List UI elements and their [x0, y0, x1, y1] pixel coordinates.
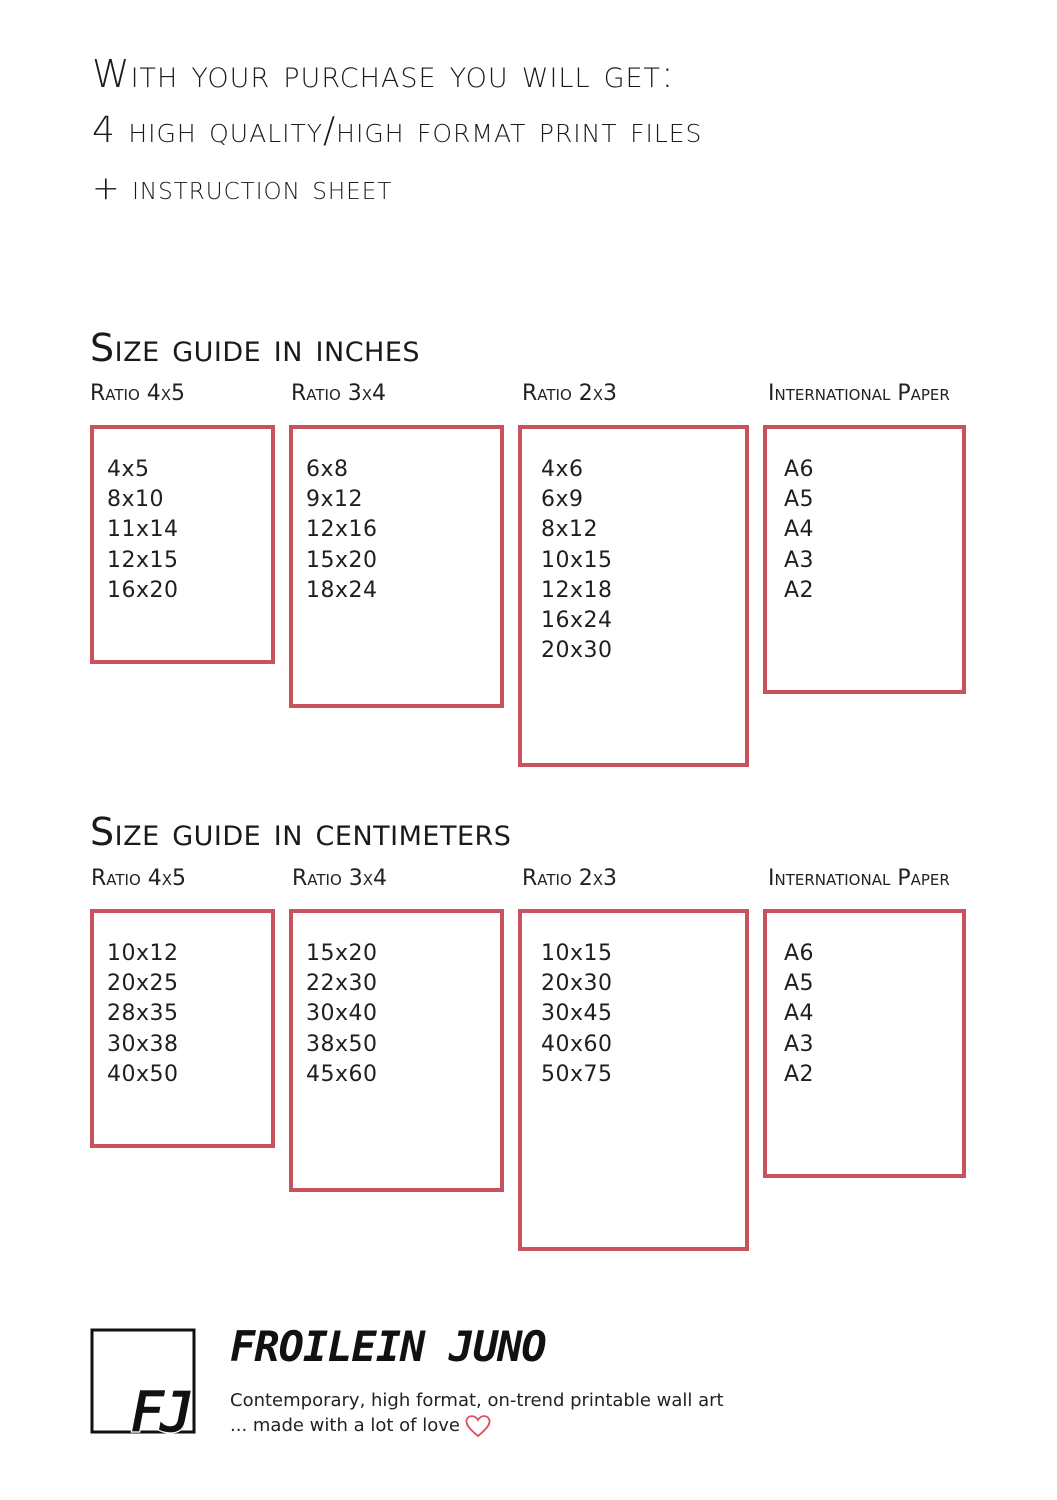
size-item: 38x50	[306, 1031, 378, 1057]
intro-line-2: 4 high quality/high format print files	[92, 110, 703, 151]
size-item: 8x12	[541, 517, 599, 543]
inches-size-list-ratio-4x5	[107, 455, 179, 606]
size-item: 40x50	[107, 1061, 179, 1087]
size-item: 22x30	[306, 971, 378, 997]
size-item: 4x6	[541, 457, 584, 482]
tagline-line-1: Contemporary, high format, on-trend printable wall art	[230, 1390, 724, 1411]
size-item: 15x20	[306, 941, 378, 966]
logo-mark-icon	[90, 1328, 198, 1436]
cm-size-list-ratio-2x3	[541, 939, 613, 1090]
size-item: 12x18	[541, 577, 613, 603]
centimeters-section-title: Size guide in centimeters	[90, 810, 512, 854]
size-item: A6	[784, 457, 815, 482]
size-item: 20x30	[541, 638, 613, 664]
size-item: 8x10	[107, 487, 165, 513]
cm-col-label-ratio-3x4: Ratio 3x4	[292, 866, 388, 891]
inches-box-ratio-3x4	[289, 425, 504, 708]
size-item: 50x75	[541, 1061, 613, 1087]
size-item: A2	[784, 577, 815, 603]
cm-box-ratio-3x4	[289, 909, 504, 1192]
size-item: 9x12	[306, 487, 364, 513]
size-item: A3	[784, 547, 815, 573]
cm-box-ratio-2x3	[518, 909, 749, 1251]
heart-icon	[464, 1414, 492, 1438]
cm-col-label-ratio-2x3: Ratio 2x3	[522, 866, 618, 891]
inches-box-ratio-4x5	[90, 425, 275, 664]
size-item: A5	[784, 487, 815, 513]
cm-size-list-ratio-3x4	[306, 939, 378, 1090]
cm-size-list-ratio-4x5	[107, 939, 179, 1090]
size-item: 40x60	[541, 1031, 613, 1057]
tagline-line-2	[230, 1414, 492, 1438]
inches-col-label-ratio-3x4: Ratio 3x4	[291, 381, 387, 406]
size-item: 10x15	[541, 547, 613, 573]
inches-box-international-paper	[763, 425, 966, 694]
size-item: 20x30	[541, 971, 613, 997]
size-item: 12x15	[107, 547, 179, 573]
size-item: 6x9	[541, 487, 584, 513]
size-item: 30x45	[541, 1001, 613, 1027]
cm-box-ratio-4x5	[90, 909, 275, 1148]
intro-line-1: With your purchase you will get:	[92, 52, 675, 96]
size-item: 30x40	[306, 1001, 378, 1027]
size-item: 45x60	[306, 1061, 378, 1087]
size-item: 20x25	[107, 971, 179, 997]
size-item: 30x38	[107, 1031, 179, 1057]
size-item: 11x14	[107, 517, 179, 543]
inches-section-title: Size guide in inches	[90, 326, 421, 370]
inches-size-list-ratio-3x4	[306, 455, 378, 606]
size-item: A4	[784, 1001, 815, 1027]
inches-col-label-ratio-4x5: Ratio 4x5	[90, 381, 186, 406]
size-item: 10x12	[107, 941, 179, 966]
inches-size-list-ratio-2x3	[541, 455, 613, 666]
size-item: 4x5	[107, 457, 150, 482]
size-item: A4	[784, 517, 815, 543]
inches-col-label-international-paper: International Paper	[768, 381, 950, 406]
cm-col-label-international-paper: International Paper	[768, 866, 950, 891]
inches-size-list-international-paper	[784, 455, 814, 606]
inches-box-ratio-2x3	[518, 425, 749, 767]
size-item: A5	[784, 971, 815, 997]
size-item: 6x8	[306, 457, 349, 482]
cm-col-label-ratio-4x5: Ratio 4x5	[91, 866, 187, 891]
size-item: 15x20	[306, 547, 378, 573]
size-item: 16x24	[541, 608, 613, 634]
size-item: 12x16	[306, 517, 378, 543]
size-item: 16x20	[107, 577, 179, 603]
logo-mark-text: FJ	[130, 1378, 188, 1436]
size-item: 28x35	[107, 1001, 179, 1027]
intro-line-3: + instruction sheet	[92, 168, 393, 207]
brand-name: FROILEIN JUNO	[230, 1322, 546, 1371]
size-item: 18x24	[306, 577, 378, 603]
inches-col-label-ratio-2x3: Ratio 2x3	[522, 381, 618, 406]
size-item: A6	[784, 941, 815, 966]
cm-size-list-international-paper	[784, 939, 814, 1090]
size-item: A3	[784, 1031, 815, 1057]
tagline-line-2-text: ... made with a lot of love	[230, 1415, 460, 1436]
cm-box-international-paper	[763, 909, 966, 1178]
size-item: 10x15	[541, 941, 613, 966]
size-item: A2	[784, 1061, 815, 1087]
